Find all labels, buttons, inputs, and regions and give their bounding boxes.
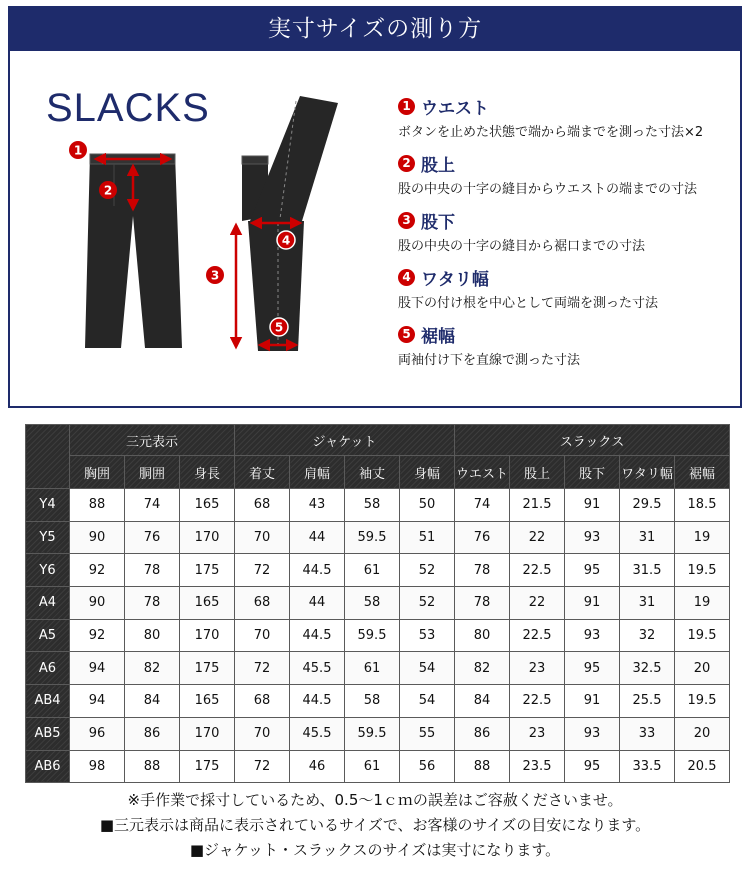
table-cell: 88	[70, 489, 125, 522]
table-cell: 70	[235, 619, 290, 652]
table-cell: 45.5	[290, 717, 345, 750]
table-corner-cell	[26, 425, 70, 489]
table-row	[26, 489, 730, 522]
note-line: ※手作業で採寸しているため、0.5〜1ｃｍの誤差はご容赦くださいませ。	[127, 791, 623, 809]
table-cell: 84	[125, 685, 180, 718]
table-cell: 33	[620, 717, 675, 750]
marker-3	[206, 266, 224, 284]
table-cell: 165	[180, 489, 235, 522]
legend-item-description: 股の中央の十字の縫目からウエストの端までの寸法	[398, 182, 698, 197]
table-cell: 29.5	[620, 489, 675, 522]
svg-text:5: 5	[274, 320, 284, 335]
table-cell: 88	[125, 750, 180, 783]
table-cell: 70	[235, 717, 290, 750]
note-line: ■三元表示は商品に表示されているサイズで、お客様のサイズの目安になります。	[99, 816, 651, 834]
svg-text:3: 3	[210, 268, 220, 283]
table-cell: 91	[565, 685, 620, 718]
table-cell: 46	[290, 750, 345, 783]
size-label: AB6	[26, 750, 70, 783]
column-header: 股下	[565, 456, 620, 489]
table-cell: 31.5	[620, 554, 675, 587]
table-row	[26, 554, 730, 587]
table-cell: 78	[125, 554, 180, 587]
table-cell: 59.5	[345, 619, 400, 652]
table-row	[26, 685, 730, 718]
table-cell: 59.5	[345, 521, 400, 554]
legend-number-badge: 1	[398, 98, 415, 115]
table-cell: 86	[455, 717, 510, 750]
legend-item	[398, 265, 738, 322]
table-cell: 175	[180, 554, 235, 587]
measurement-guide-panel	[8, 6, 742, 408]
table-cell: 78	[455, 554, 510, 587]
table-cell: 86	[125, 717, 180, 750]
table-cell: 31	[620, 587, 675, 620]
legend-number-badge: 3	[398, 212, 415, 229]
table-cell: 23	[510, 717, 565, 750]
table-cell: 94	[70, 685, 125, 718]
legend-item-description: ボタンを止めた状態で端から端までを測った寸法×2	[398, 125, 704, 140]
column-header: 肩幅	[290, 456, 345, 489]
table-cell: 22.5	[510, 619, 565, 652]
table-cell: 32.5	[620, 652, 675, 685]
table-cell: 20	[675, 717, 730, 750]
table-cell: 92	[70, 619, 125, 652]
legend-item	[398, 208, 738, 265]
size-label: A4	[26, 587, 70, 620]
table-cell: 44.5	[290, 685, 345, 718]
marker-1	[69, 141, 87, 159]
svg-text:1: 1	[73, 143, 83, 158]
table-cell: 175	[180, 750, 235, 783]
table-cell: 44.5	[290, 619, 345, 652]
table-cell: 82	[455, 652, 510, 685]
illustration-title: SLACKS	[46, 86, 210, 130]
table-cell: 19.5	[675, 554, 730, 587]
marker-2	[99, 181, 117, 199]
table-cell: 56	[400, 750, 455, 783]
table-row	[26, 521, 730, 554]
table-cell: 22	[510, 521, 565, 554]
table-cell: 33.5	[620, 750, 675, 783]
table-cell: 31	[620, 521, 675, 554]
footnotes	[0, 788, 750, 863]
table-cell: 18.5	[675, 489, 730, 522]
table-cell: 88	[455, 750, 510, 783]
marker-4	[277, 231, 295, 249]
size-label: AB4	[26, 685, 70, 718]
table-cell: 165	[180, 587, 235, 620]
table-cell: 84	[455, 685, 510, 718]
legend-item-description: 両袖付け下を直線で測った寸法	[398, 353, 581, 368]
table-cell: 25.5	[620, 685, 675, 718]
size-label: Y4	[26, 489, 70, 522]
table-cell: 95	[565, 652, 620, 685]
table-row	[26, 619, 730, 652]
legend-item-name: ワタリ幅	[421, 269, 489, 290]
table-cell: 19.5	[675, 619, 730, 652]
table-cell: 51	[400, 521, 455, 554]
table-cell: 58	[345, 685, 400, 718]
table-cell: 61	[345, 750, 400, 783]
table-cell: 95	[565, 554, 620, 587]
table-cell: 76	[455, 521, 510, 554]
table-cell: 170	[180, 619, 235, 652]
table-cell: 74	[125, 489, 180, 522]
table-cell: 58	[345, 587, 400, 620]
table-cell: 80	[455, 619, 510, 652]
table-cell: 175	[180, 652, 235, 685]
panel-title: 実寸サイズの測り方	[10, 8, 740, 51]
table-cell: 68	[235, 489, 290, 522]
table-cell: 78	[125, 587, 180, 620]
group-header-jacket: ジャケット	[235, 425, 455, 456]
column-header: 袖丈	[345, 456, 400, 489]
legend-number-badge: 2	[398, 155, 415, 172]
table-cell: 59.5	[345, 717, 400, 750]
table-cell: 98	[70, 750, 125, 783]
table-cell: 45.5	[290, 652, 345, 685]
table-row	[26, 652, 730, 685]
table-cell: 53	[400, 619, 455, 652]
legend-item-name: 股上	[421, 155, 455, 176]
table-row	[26, 587, 730, 620]
table-cell: 19.5	[675, 685, 730, 718]
legend-item-description: 股下の付け根を中心として両端を測った寸法	[398, 296, 659, 311]
table-cell: 20	[675, 652, 730, 685]
table-cell: 23	[510, 652, 565, 685]
table-cell: 54	[400, 685, 455, 718]
table-cell: 22.5	[510, 685, 565, 718]
table-cell: 78	[455, 587, 510, 620]
table-cell: 61	[345, 554, 400, 587]
table-cell: 50	[400, 489, 455, 522]
table-cell: 82	[125, 652, 180, 685]
measurement-legend	[398, 94, 738, 379]
table-cell: 52	[400, 587, 455, 620]
table-cell: 44	[290, 521, 345, 554]
legend-item-description: 股の中央の十字の縫目から裾口までの寸法	[398, 239, 646, 254]
table-cell: 76	[125, 521, 180, 554]
table-cell: 170	[180, 717, 235, 750]
size-label: AB5	[26, 717, 70, 750]
table-cell: 90	[70, 521, 125, 554]
legend-number-badge: 4	[398, 269, 415, 286]
column-header: 股上	[510, 456, 565, 489]
legend-item-name: 股下	[421, 212, 455, 233]
legend-number-badge: 5	[398, 326, 415, 343]
table-cell: 92	[70, 554, 125, 587]
group-header-slacks: スラックス	[455, 425, 730, 456]
table-cell: 80	[125, 619, 180, 652]
table-cell: 54	[400, 652, 455, 685]
note-line: ■ジャケット・スラックスのサイズは実寸になります。	[189, 841, 561, 859]
column-header: ワタリ幅	[620, 456, 675, 489]
size-label: Y5	[26, 521, 70, 554]
table-row	[26, 717, 730, 750]
table-cell: 44.5	[290, 554, 345, 587]
table-cell: 19	[675, 521, 730, 554]
table-cell: 61	[345, 652, 400, 685]
svg-text:4: 4	[281, 233, 291, 248]
table-cell: 91	[565, 489, 620, 522]
table-cell: 20.5	[675, 750, 730, 783]
size-label: A5	[26, 619, 70, 652]
size-label: A6	[26, 652, 70, 685]
column-header: 裾幅	[675, 456, 730, 489]
legend-item	[398, 322, 738, 379]
legend-item-name: ウエスト	[421, 98, 489, 119]
table-cell: 22	[510, 587, 565, 620]
table-cell: 55	[400, 717, 455, 750]
table-cell: 72	[235, 554, 290, 587]
column-header: 身長	[180, 456, 235, 489]
table-cell: 95	[565, 750, 620, 783]
table-cell: 94	[70, 652, 125, 685]
legend-item-name: 裾幅	[421, 326, 455, 347]
table-cell: 72	[235, 652, 290, 685]
table-cell: 96	[70, 717, 125, 750]
size-label: Y6	[26, 554, 70, 587]
table-cell: 93	[565, 619, 620, 652]
table-cell: 52	[400, 554, 455, 587]
table-cell: 23.5	[510, 750, 565, 783]
column-header: 胴囲	[125, 456, 180, 489]
table-cell: 165	[180, 685, 235, 718]
table-cell: 74	[455, 489, 510, 522]
legend-item	[398, 151, 738, 208]
legend-item	[398, 94, 738, 151]
table-cell: 32	[620, 619, 675, 652]
svg-text:2: 2	[103, 183, 113, 198]
table-cell: 93	[565, 521, 620, 554]
table-row	[26, 750, 730, 783]
column-header: ウエスト	[455, 456, 510, 489]
table-cell: 43	[290, 489, 345, 522]
table-cell: 58	[345, 489, 400, 522]
table-cell: 91	[565, 587, 620, 620]
table-cell: 68	[235, 587, 290, 620]
table-cell: 93	[565, 717, 620, 750]
table-cell: 72	[235, 750, 290, 783]
table-cell: 44	[290, 587, 345, 620]
table-cell: 19	[675, 587, 730, 620]
table-cell: 90	[70, 587, 125, 620]
table-cell: 70	[235, 521, 290, 554]
column-header: 胸囲	[70, 456, 125, 489]
column-header: 身幅	[400, 456, 455, 489]
group-header-sangen: 三元表示	[70, 425, 235, 456]
table-cell: 21.5	[510, 489, 565, 522]
table-cell: 68	[235, 685, 290, 718]
table-cell: 170	[180, 521, 235, 554]
size-chart-table	[25, 424, 730, 783]
marker-5	[270, 318, 288, 336]
column-header: 着丈	[235, 456, 290, 489]
table-cell: 22.5	[510, 554, 565, 587]
